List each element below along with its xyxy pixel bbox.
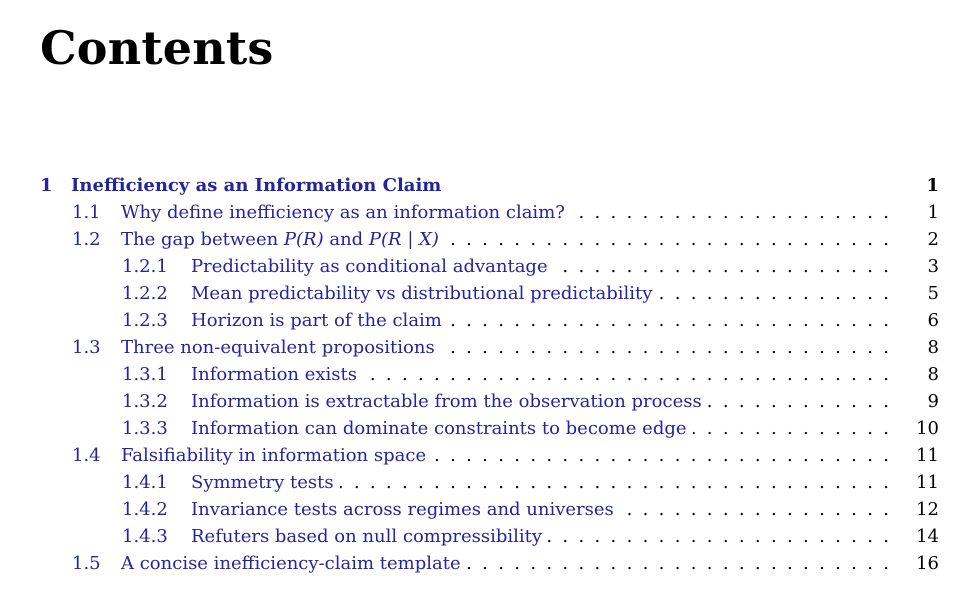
- dot-leader: [340, 469, 889, 496]
- toc-page-number[interactable]: 14: [916, 526, 939, 547]
- toc-title[interactable]: Information exists: [191, 364, 358, 385]
- toc-entry-1-2[interactable]: [0, 226, 963, 253]
- toc-title[interactable]: Why define inefficiency as an information claim?: [121, 202, 565, 223]
- toc-title[interactable]: Three non-equivalent propositions: [121, 337, 435, 358]
- math-expression: P(R): [283, 229, 324, 250]
- toc-title[interactable]: A concise inefficiency-claim template: [121, 553, 461, 574]
- toc-entry-1-2-1[interactable]: [0, 253, 963, 280]
- toc-entry-1-2-3[interactable]: [0, 307, 963, 334]
- dot-leader: [554, 253, 889, 280]
- toc-entry-1-5[interactable]: [0, 550, 963, 577]
- toc-page-number[interactable]: 11: [916, 472, 939, 493]
- toc-page-number[interactable]: 12: [916, 499, 939, 520]
- toc-number[interactable]: 1.3.2: [122, 391, 168, 412]
- toc-title[interactable]: Predictability as conditional advantage: [191, 256, 548, 277]
- toc-page-number[interactable]: 2: [927, 229, 939, 250]
- toc-page-number[interactable]: 9: [927, 391, 939, 412]
- dot-leader: [441, 334, 889, 361]
- toc-entry-1-2-2[interactable]: [0, 280, 963, 307]
- toc-number[interactable]: 1.2: [72, 229, 101, 250]
- toc-number[interactable]: 1.1: [72, 202, 101, 223]
- toc-entry-1-4-1[interactable]: [0, 469, 963, 496]
- toc-title[interactable]: Mean predictability vs distributional predictability: [191, 283, 653, 304]
- toc-title-prefix: The gap between: [121, 229, 284, 250]
- toc-entry-1-4-2[interactable]: [0, 496, 963, 523]
- math-expression: P(R | X): [368, 229, 439, 250]
- toc-title[interactable]: Inefficiency as an Information Claim: [71, 175, 442, 196]
- toc-entry-1-3[interactable]: [0, 334, 963, 361]
- dot-leader: [620, 496, 889, 523]
- toc-number[interactable]: 1.3: [72, 337, 101, 358]
- toc-page-number[interactable]: 6: [927, 310, 939, 331]
- toc-title[interactable]: Symmetry tests: [191, 472, 334, 493]
- toc-page-number[interactable]: 10: [916, 418, 939, 439]
- dot-leader: [658, 280, 889, 307]
- dot-leader: [548, 523, 889, 550]
- toc-entry-1-3-1[interactable]: [0, 361, 963, 388]
- toc-number[interactable]: 1.4: [72, 445, 101, 466]
- toc-entry-1-1[interactable]: [0, 199, 963, 226]
- toc-page-number[interactable]: 1: [927, 202, 939, 223]
- toc-number[interactable]: 1.2.2: [122, 283, 168, 304]
- dot-leader: [432, 442, 889, 469]
- toc-number[interactable]: 1.4.1: [122, 472, 168, 493]
- page-title: Contents: [40, 21, 274, 75]
- toc-entry-1-4-3[interactable]: [0, 523, 963, 550]
- toc-number[interactable]: 1: [40, 175, 53, 196]
- toc-page-number[interactable]: 8: [927, 364, 939, 385]
- dot-leader: [467, 550, 889, 577]
- toc-number[interactable]: 1.3.1: [122, 364, 168, 385]
- dot-leader: [708, 388, 889, 415]
- toc-title[interactable]: Horizon is part of the claim: [191, 310, 442, 331]
- toc-title[interactable]: Information is extractable from the observation process: [191, 391, 702, 412]
- toc-number[interactable]: 1.3.3: [122, 418, 168, 439]
- toc-title[interactable]: Refuters based on null compressibility: [191, 526, 543, 547]
- toc-number[interactable]: 1.2.1: [122, 256, 168, 277]
- toc-page-number[interactable]: 5: [927, 283, 939, 304]
- toc-page-number[interactable]: 3: [927, 256, 939, 277]
- toc-title[interactable]: Information can dominate constraints to become edge: [191, 418, 687, 439]
- dot-leader: [448, 307, 889, 334]
- dot-leader: [571, 199, 889, 226]
- toc-number[interactable]: 1.5: [72, 553, 101, 574]
- toc-title[interactable]: Invariance tests across regimes and universes: [191, 499, 614, 520]
- toc-title[interactable]: Falsifiability in information space: [121, 445, 427, 466]
- toc-number[interactable]: 1.4.2: [122, 499, 168, 520]
- toc-entry-1-4[interactable]: [0, 442, 963, 469]
- toc-number[interactable]: 1.2.3: [122, 310, 168, 331]
- toc-page-number[interactable]: 8: [927, 337, 939, 358]
- toc-entry-1-3-2[interactable]: [0, 388, 963, 415]
- toc-title[interactable]: [121, 226, 439, 253]
- toc-page-number[interactable]: 16: [916, 553, 939, 574]
- toc-number[interactable]: 1.4.3: [122, 526, 168, 547]
- table-of-contents: [0, 172, 963, 577]
- dot-leader: [693, 415, 889, 442]
- toc-page-number[interactable]: 11: [916, 445, 939, 466]
- toc-chapter-1[interactable]: [0, 172, 963, 199]
- toc-title-mid: and: [323, 229, 369, 250]
- dot-leader: [363, 361, 889, 388]
- toc-page-number[interactable]: 1: [926, 175, 939, 196]
- dot-leader: [445, 226, 889, 253]
- toc-entry-1-3-3[interactable]: [0, 415, 963, 442]
